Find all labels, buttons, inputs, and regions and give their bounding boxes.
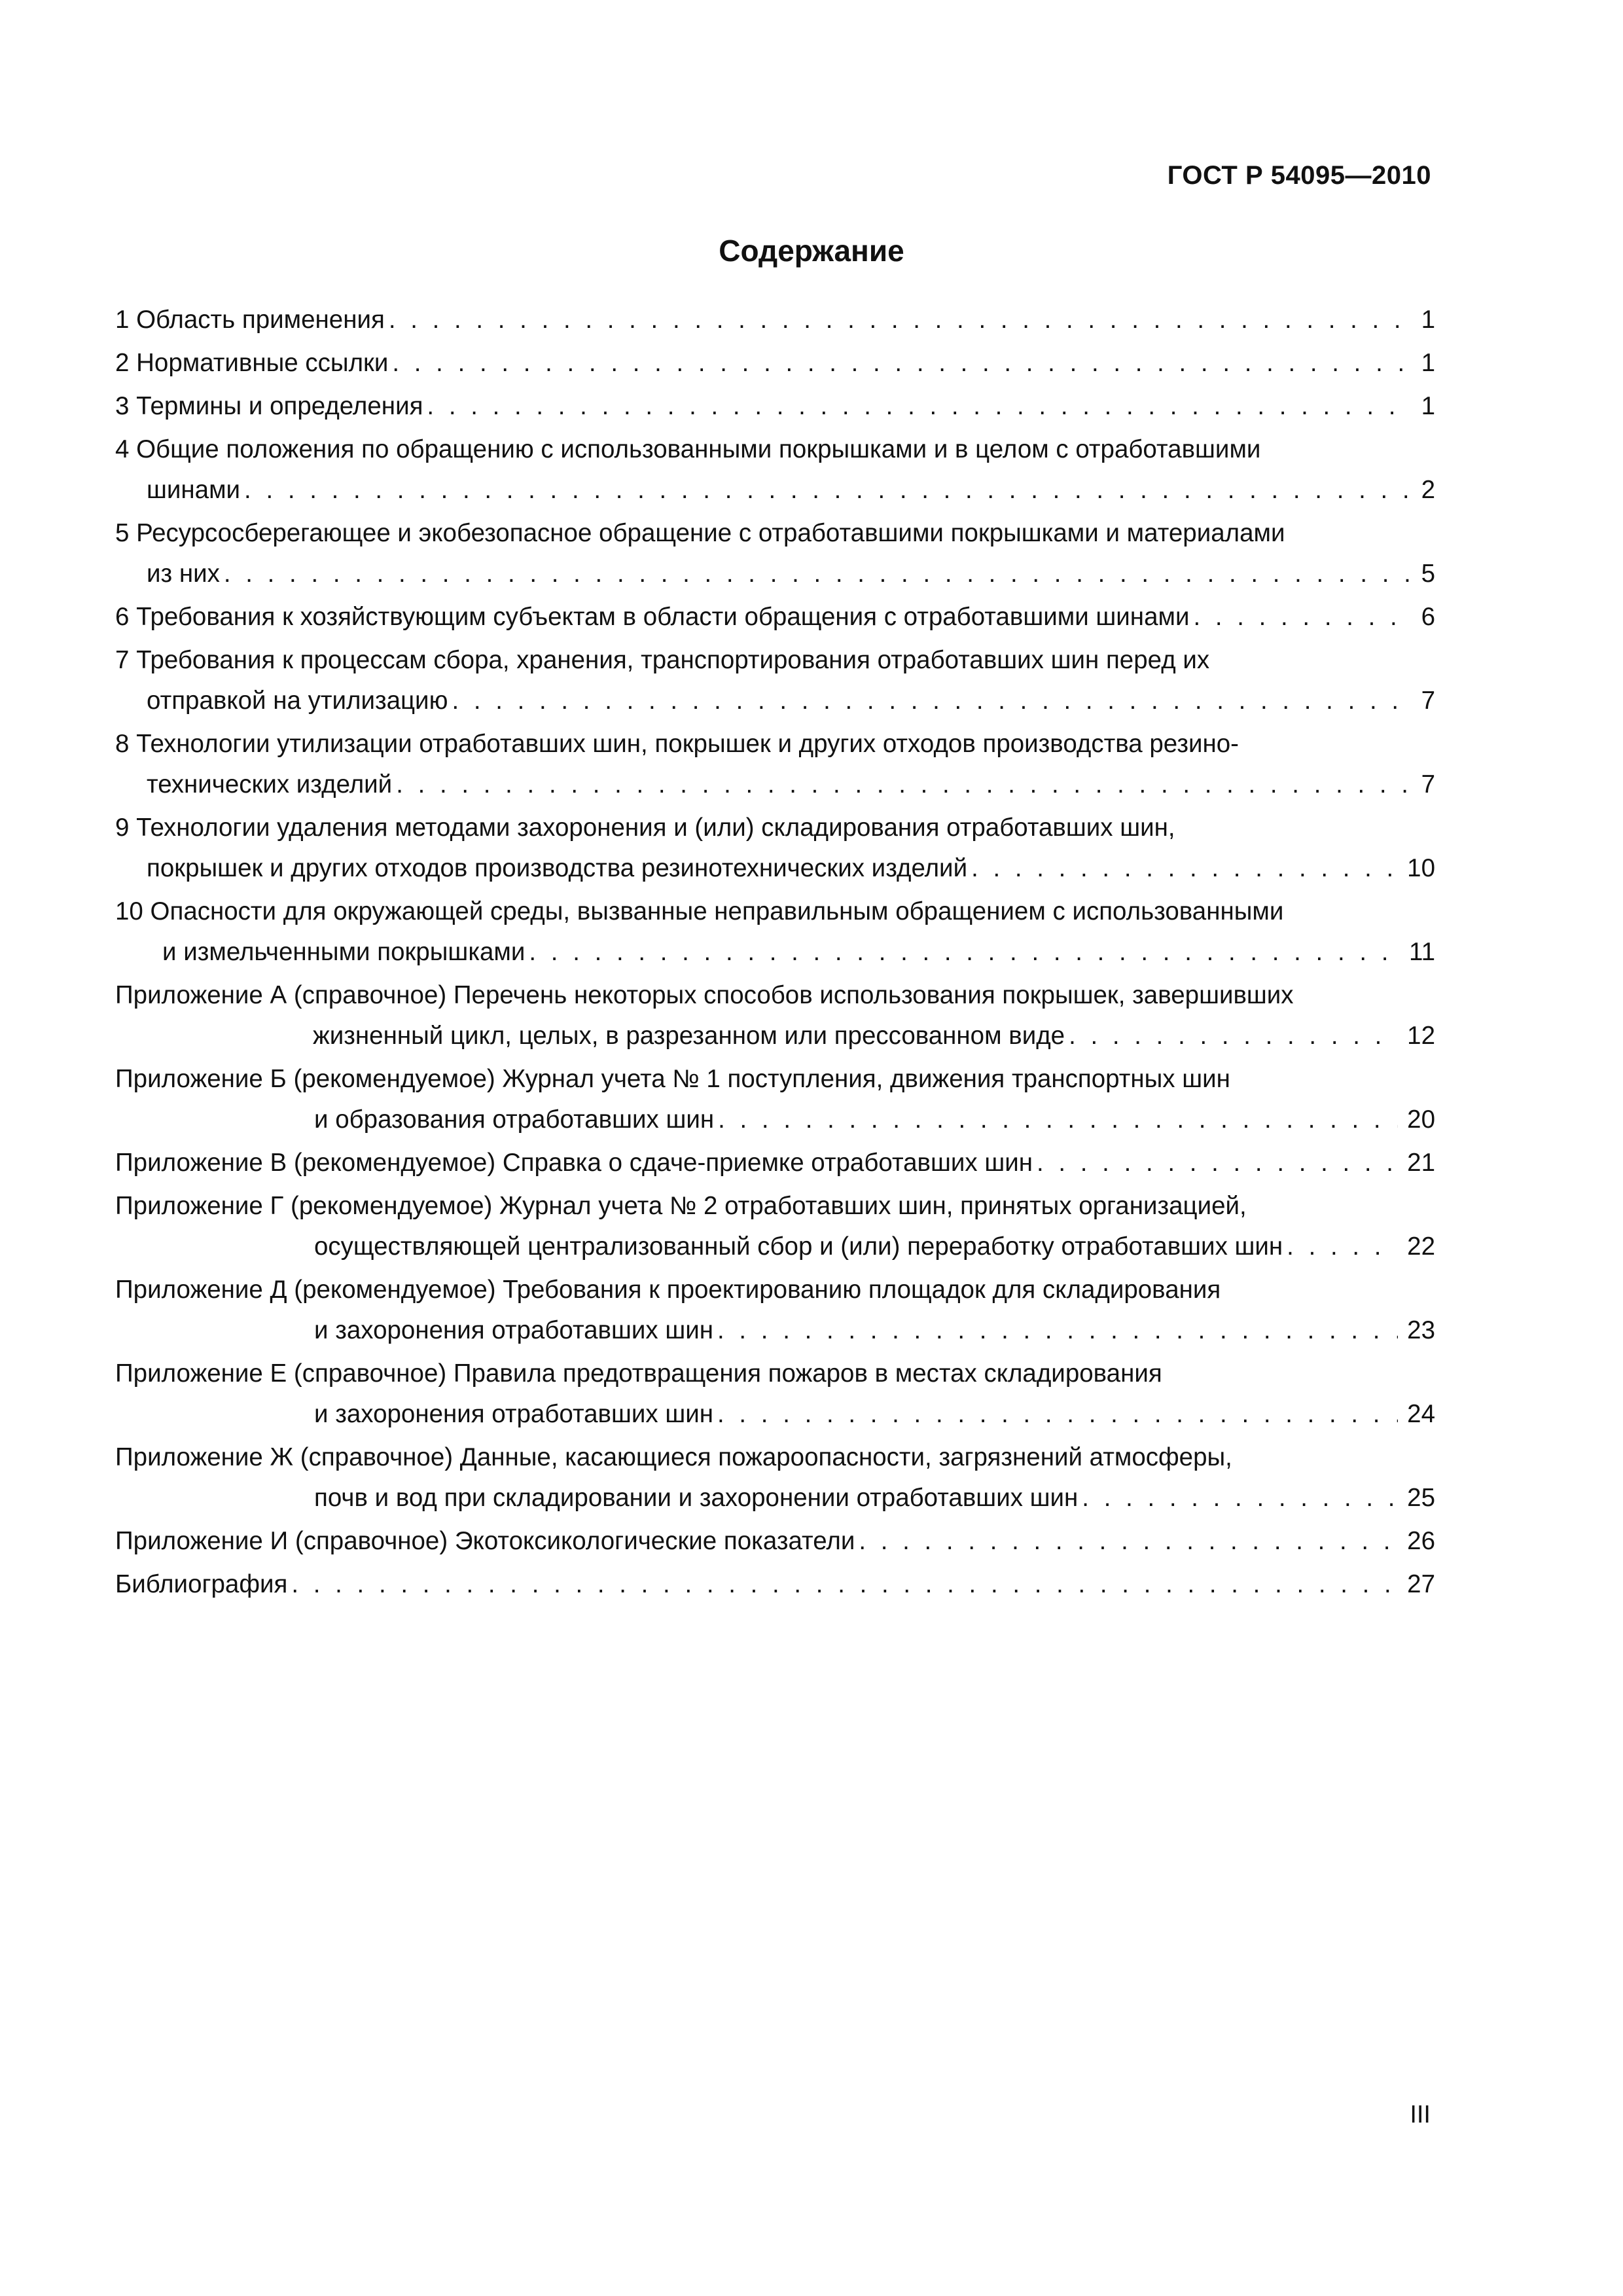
- toc-page-number: 2: [1421, 476, 1435, 504]
- toc-entry-text: Приложение Г (рекомендуемое) Журнал учета № 2 отработавших шин, принятых организацией,: [115, 1192, 1247, 1220]
- dot-leader: [1065, 1016, 1398, 1056]
- toc-entry-text-cont: покрышек и других отходов производства резинотехнических изделий: [147, 854, 968, 882]
- toc-entry-text: Приложение В (рекомендуемое) Справка о сдаче-приемке отработавших шин: [115, 1149, 1033, 1177]
- toc-page-number: 11: [1409, 938, 1435, 966]
- toc-entry-9[interactable]: [115, 808, 1435, 889]
- toc-page-number: 20: [1407, 1105, 1435, 1134]
- toc-entry-text-cont: из них: [147, 560, 220, 588]
- toc-page-number: 10: [1407, 854, 1435, 882]
- toc-entry-text-cont: осуществляющей централизованный сбор и (или) переработку отработавших шин: [314, 1232, 1283, 1261]
- toc-entry-text: 8 Технологии утилизации отработавших шин, покрышек и других отходов производства резино-: [115, 730, 1239, 758]
- toc-entry-appendix-d[interactable]: [115, 1270, 1435, 1351]
- dot-leader: [392, 764, 1412, 805]
- dot-leader: [287, 1564, 1398, 1605]
- toc-entry-6[interactable]: [115, 597, 1435, 637]
- toc-page-number: 1: [1421, 392, 1435, 420]
- toc-entry-text: 1 Область применения: [115, 306, 385, 334]
- toc-entry-10[interactable]: [115, 891, 1435, 973]
- toc-entry-text: Приложение Ж (справочное) Данные, касающиеся пожароопасности, загрязнений атмосферы,: [115, 1443, 1232, 1471]
- toc-entry-5[interactable]: [115, 513, 1435, 594]
- toc-page-number: 1: [1421, 349, 1435, 377]
- toc-entry-4[interactable]: [115, 429, 1435, 511]
- toc-entry-appendix-a[interactable]: [115, 975, 1435, 1056]
- toc-entry-appendix-b[interactable]: [115, 1059, 1435, 1140]
- toc-entry-text: Приложение Б (рекомендуемое) Журнал учета № 1 поступления, движения транспортных шин: [115, 1065, 1230, 1093]
- dot-leader: [423, 386, 1412, 427]
- toc-entry-text-cont: почв и вод при складировании и захоронении отработавших шин: [314, 1484, 1079, 1512]
- dot-leader: [855, 1521, 1398, 1562]
- dot-leader: [448, 681, 1412, 721]
- toc-page-number: 25: [1407, 1484, 1435, 1512]
- toc-entry-text: Приложение Е (справочное) Правила предотвращения пожаров в местах складирования: [115, 1359, 1162, 1388]
- toc-entry-text: 5 Ресурсосберегающее и экобезопасное обращение с отработавшими покрышками и материалами: [115, 519, 1285, 547]
- dot-leader: [385, 300, 1412, 340]
- toc-page-number: 12: [1407, 1022, 1435, 1050]
- dot-leader: [388, 343, 1412, 384]
- dot-leader: [713, 1310, 1398, 1351]
- toc-page-number: 22: [1407, 1232, 1435, 1261]
- page-number: III: [1410, 2101, 1431, 2128]
- toc-entry-3[interactable]: [115, 386, 1435, 427]
- dot-leader: [1189, 597, 1412, 637]
- toc-entry-text: Приложение Д (рекомендуемое) Требования к проектированию площадок для складирования: [115, 1276, 1221, 1304]
- toc-entry-appendix-e[interactable]: [115, 1354, 1435, 1435]
- toc-page-number: 5: [1421, 560, 1435, 588]
- dot-leader: [220, 554, 1412, 594]
- toc-entry-text: Приложение А (справочное) Перечень некоторых способов использования покрышек, завершивших: [115, 981, 1294, 1009]
- toc-page-number: 24: [1407, 1400, 1435, 1428]
- dot-leader: [240, 470, 1412, 511]
- toc-entry-8[interactable]: [115, 724, 1435, 805]
- toc-page-number: 21: [1407, 1149, 1435, 1177]
- toc-page-number: 26: [1407, 1527, 1435, 1555]
- toc-entry-appendix-v[interactable]: [115, 1143, 1435, 1183]
- toc-page-number: 6: [1421, 603, 1435, 631]
- table-of-contents: [115, 300, 1435, 1607]
- toc-entry-text-cont: технических изделий: [147, 770, 393, 798]
- toc-entry-2[interactable]: [115, 343, 1435, 384]
- toc-page-number: 1: [1421, 306, 1435, 334]
- toc-entry-appendix-i[interactable]: [115, 1521, 1435, 1562]
- toc-entry-text-cont: отправкой на утилизацию: [147, 687, 448, 715]
- toc-entry-text-cont: и захоронения отработавших шин: [314, 1400, 714, 1428]
- dot-leader: [1078, 1478, 1398, 1518]
- toc-entry-text-cont: и измельченными покрышками: [162, 938, 526, 966]
- dot-leader: [714, 1100, 1398, 1140]
- dot-leader: [1283, 1227, 1398, 1267]
- dot-leader: [967, 848, 1398, 889]
- toc-entry-text-cont: шинами: [147, 476, 241, 504]
- toc-entry-text: 6 Требования к хозяйствующим субъектам в области обращения с отработавшими шинами: [115, 603, 1190, 631]
- toc-entry-text: 4 Общие положения по обращению с использованными покрышками и в целом с отработавшими: [115, 435, 1261, 463]
- document-code: ГОСТ Р 54095—2010: [1167, 161, 1431, 190]
- toc-entry-text-cont: жизненный цикл, целых, в разрезанном или прессованном виде: [313, 1022, 1065, 1050]
- toc-page-number: 7: [1421, 687, 1435, 715]
- toc-entry-text: 10 Опасности для окружающей среды, вызванные неправильным обращением с использованными: [115, 897, 1284, 925]
- toc-entry-1[interactable]: [115, 300, 1435, 340]
- toc-entry-text-cont: и образования отработавших шин: [314, 1105, 715, 1134]
- toc-entry-7[interactable]: [115, 640, 1435, 721]
- toc-entry-text: Приложение И (справочное) Экотоксикологические показатели: [115, 1527, 855, 1555]
- toc-page-number: 7: [1421, 770, 1435, 798]
- toc-entry-text: 9 Технологии удаления методами захоронения и (или) складирования отработавших шин,: [115, 814, 1175, 842]
- toc-entry-text: Библиография: [115, 1570, 288, 1598]
- dot-leader: [1033, 1143, 1398, 1183]
- toc-entry-text: 3 Термины и определения: [115, 392, 423, 420]
- toc-entry-bibliography[interactable]: [115, 1564, 1435, 1605]
- dot-leader: [713, 1394, 1398, 1435]
- toc-page-number: 27: [1407, 1570, 1435, 1598]
- toc-entry-text: 2 Нормативные ссылки: [115, 349, 389, 377]
- page-title: Содержание: [719, 234, 904, 268]
- toc-entry-appendix-zh[interactable]: [115, 1437, 1435, 1518]
- toc-entry-text-cont: и захоронения отработавших шин: [314, 1316, 714, 1344]
- toc-page-number: 23: [1407, 1316, 1435, 1344]
- toc-entry-text: 7 Требования к процессам сбора, хранения, транспортирования отработавших шин перед их: [115, 646, 1210, 674]
- toc-entry-appendix-g[interactable]: [115, 1186, 1435, 1267]
- dot-leader: [525, 932, 1400, 973]
